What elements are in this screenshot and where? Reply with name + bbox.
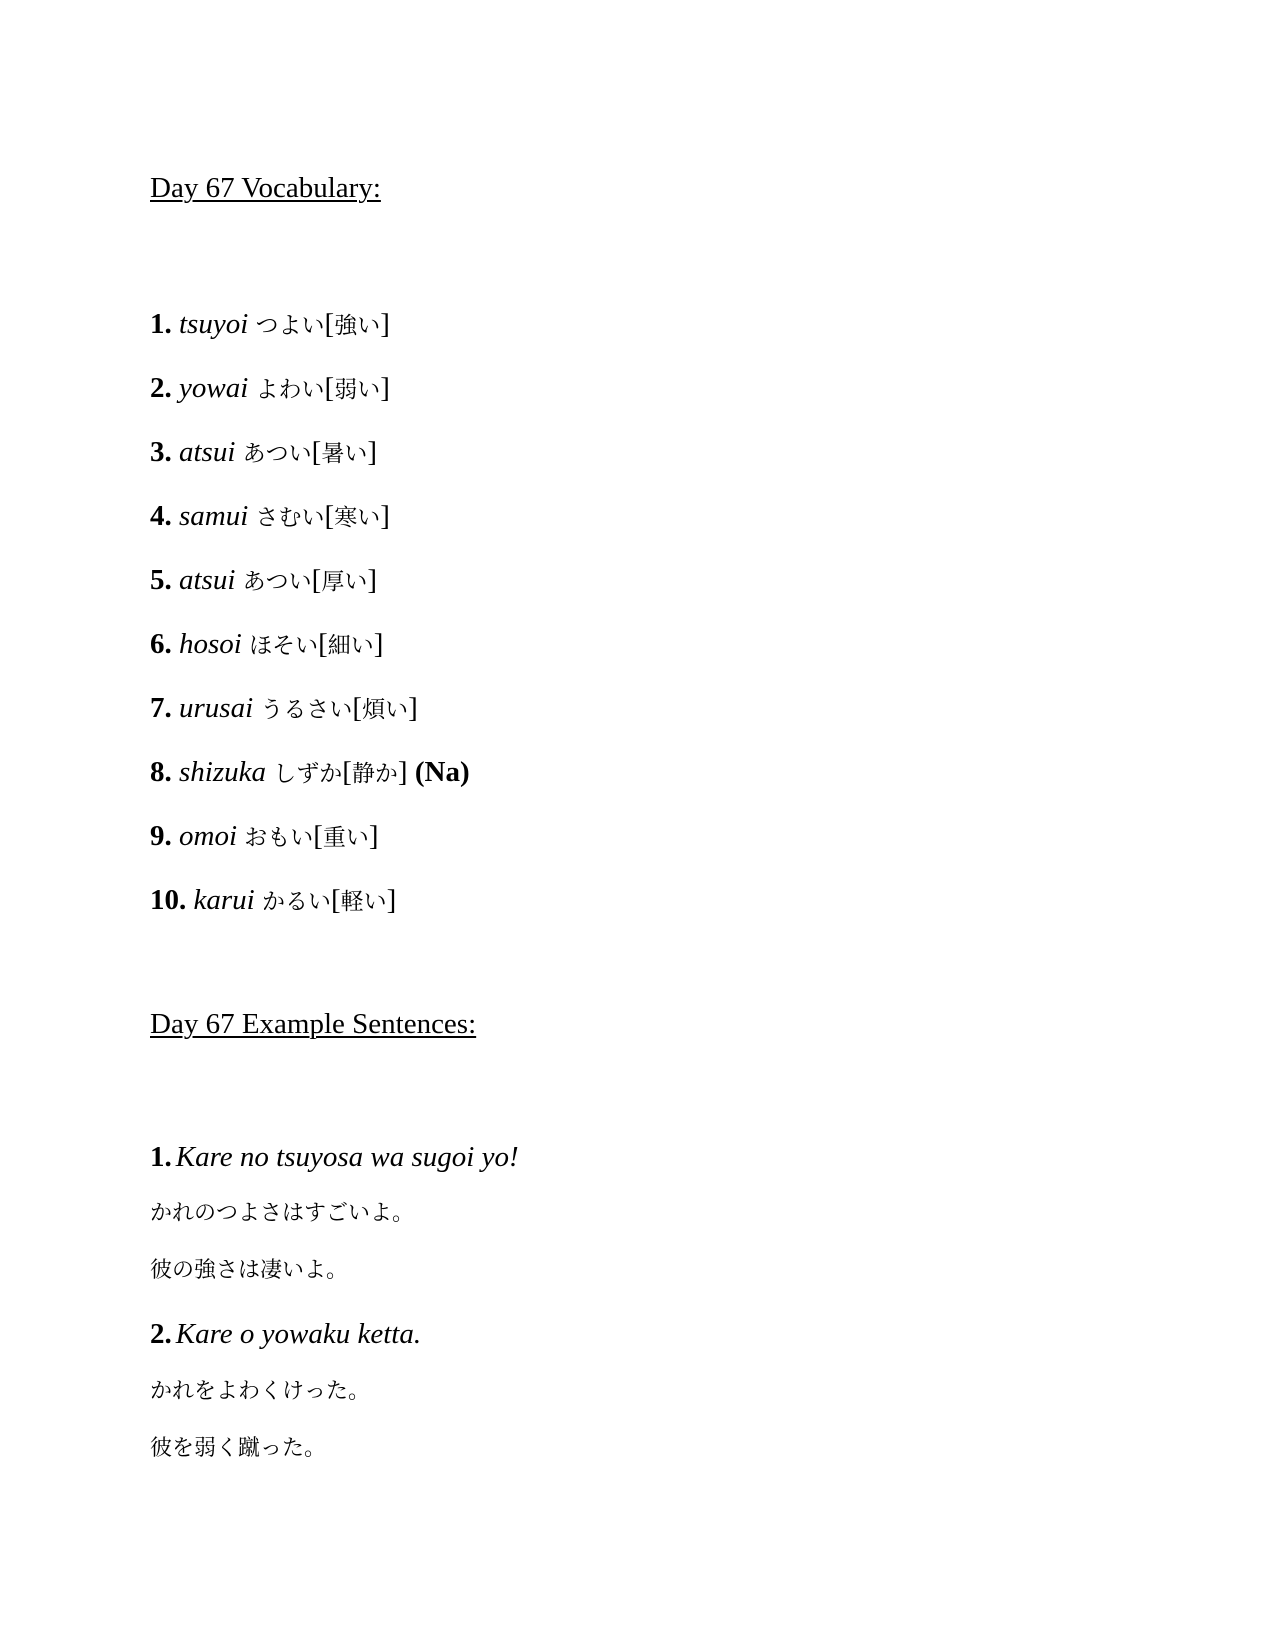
vocab-number: 3. [150, 436, 172, 468]
close-bracket: ] [373, 628, 384, 660]
open-bracket: [ [330, 884, 341, 916]
vocab-number: 9. [150, 820, 172, 852]
vocab-kanji: 細い [327, 633, 374, 659]
vocab-kana: あつい [242, 441, 312, 467]
vocab-kana: うるさい [260, 697, 353, 723]
na-adjective-note: (Na) [414, 756, 470, 788]
sentence-romaji: Kare o yowaku ketta. [175, 1318, 422, 1350]
vocab-kanji: 軽い [340, 889, 387, 915]
close-bracket: ] [397, 756, 408, 788]
vocab-romaji: atsui [179, 564, 236, 596]
sentence-romaji-line [150, 1143, 519, 1172]
sentence-number: 2. [150, 1318, 172, 1350]
open-bracket: [ [324, 372, 335, 404]
sentence-kana: かれのつよさはすごいよ。 [150, 1201, 415, 1226]
open-bracket: [ [311, 436, 322, 468]
close-bracket: ] [368, 820, 379, 852]
vocab-kana: かるい [261, 889, 331, 915]
vocab-kana: さむい [255, 505, 325, 531]
vocab-romaji: karui [193, 884, 255, 916]
close-bracket: ] [408, 692, 418, 724]
vocab-kanji: 暑い [321, 441, 368, 467]
vocab-item [150, 630, 383, 659]
vocab-number: 2. [150, 372, 172, 404]
vocab-kana: あつい [242, 569, 312, 595]
vocab-kana: おもい [244, 825, 314, 851]
vocab-romaji: urusai [179, 692, 254, 724]
vocab-kanji: 弱い [334, 377, 381, 403]
vocab-romaji: samui [179, 500, 249, 532]
vocab-romaji: yowai [179, 372, 249, 404]
sentence-romaji: Kare no tsuyosa wa sugoi yo! [175, 1141, 519, 1173]
vocab-number: 6. [150, 628, 172, 660]
open-bracket: [ [342, 756, 352, 788]
vocab-kanji: 厚い [321, 569, 368, 595]
vocab-number: 5. [150, 564, 172, 596]
sentence-kanji: 彼の強さは凄いよ。 [150, 1258, 349, 1283]
vocab-romaji: omoi [179, 820, 237, 852]
vocab-romaji: tsuyoi [179, 308, 249, 340]
open-bracket: [ [352, 692, 363, 724]
vocab-number: 1. [150, 308, 172, 340]
vocab-item [150, 438, 377, 467]
vocab-item [150, 310, 390, 339]
vocab-kana: ほそい [249, 633, 319, 659]
vocab-number: 8. [150, 756, 172, 788]
open-bracket: [ [313, 820, 323, 852]
vocab-item [150, 566, 377, 595]
vocab-kanji: 静か [351, 761, 398, 787]
close-bracket: ] [386, 884, 397, 916]
vocab-romaji: shizuka [179, 756, 266, 788]
sentence-kana: かれをよわくけった。 [150, 1379, 371, 1404]
vocab-kana: よわい [255, 377, 325, 403]
vocab-item [150, 502, 390, 531]
open-bracket: [ [324, 500, 335, 532]
close-bracket: ] [380, 308, 390, 340]
open-bracket: [ [324, 308, 335, 340]
vocab-kana: つよい [255, 313, 325, 339]
vocab-item [150, 694, 418, 723]
sentence-number: 1. [150, 1141, 172, 1173]
open-bracket: [ [318, 628, 328, 660]
close-bracket: ] [367, 436, 377, 468]
open-bracket: [ [311, 564, 322, 596]
vocab-item [150, 886, 396, 915]
close-bracket: ] [380, 500, 390, 532]
vocab-item [150, 758, 470, 787]
vocab-kanji: 寒い [334, 505, 381, 531]
sentence-kanji: 彼を弱く蹴った。 [150, 1436, 327, 1461]
sentences-heading: Day 67 Example Sentences: [150, 1008, 477, 1040]
vocab-number: 4. [150, 500, 172, 532]
vocabulary-heading: Day 67 Vocabulary: [150, 172, 381, 204]
vocab-kanji: 重い [322, 825, 369, 851]
sentence-romaji-line [150, 1320, 421, 1349]
vocab-item [150, 374, 390, 403]
vocab-item [150, 822, 379, 851]
vocab-kana: しずか [273, 761, 343, 787]
vocab-romaji: hosoi [179, 628, 242, 660]
vocab-kanji: 強い [334, 313, 381, 339]
vocab-number: 7. [150, 692, 172, 724]
vocab-kanji: 煩い [362, 697, 409, 723]
vocab-number: 10. [150, 884, 187, 916]
close-bracket: ] [367, 564, 377, 596]
close-bracket: ] [380, 372, 390, 404]
vocab-romaji: atsui [179, 436, 236, 468]
